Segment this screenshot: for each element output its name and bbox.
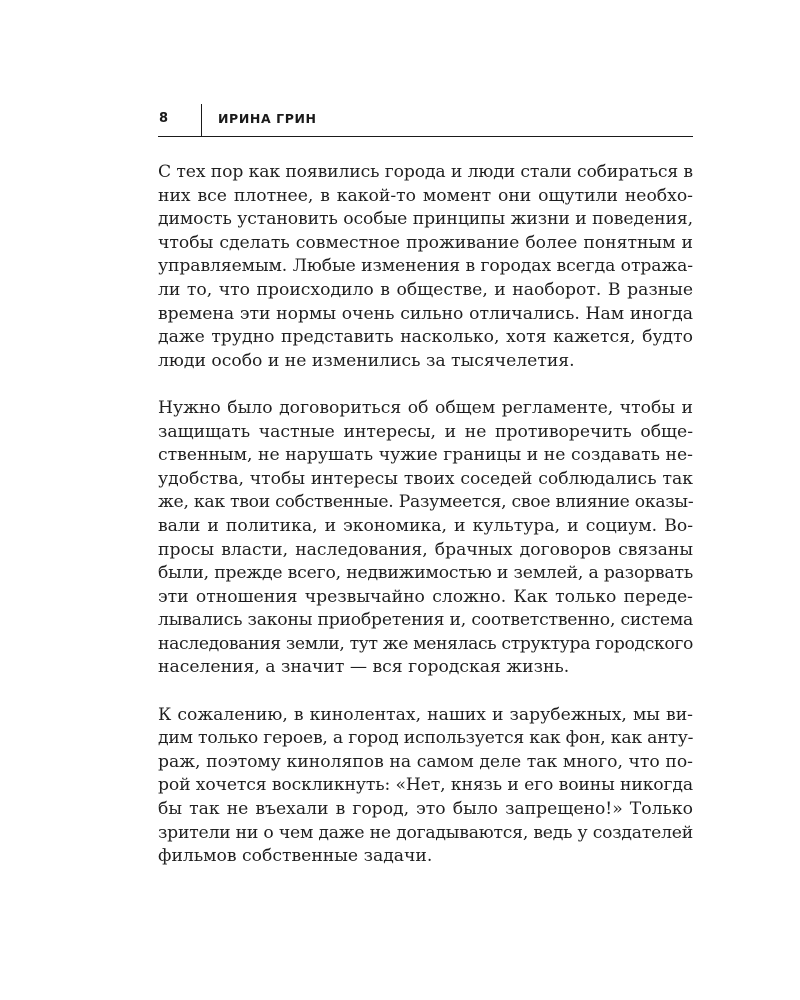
text-line: были, прежде всего, недвижимостью и землей, а разорвать	[158, 563, 693, 584]
body-text	[158, 161, 693, 892]
text-line: димость установить особые принципы жизни и поведения,	[158, 209, 693, 230]
text-line: рой хочется воскликнуть: «Нет, князь и его воины никогда	[158, 775, 693, 796]
text-line: дим только героев, а город используется как фон, как анту-	[158, 728, 694, 749]
text-line: удобства, чтобы интересы твоих соседей соблюдались так	[158, 468, 693, 489]
text-line: времена эти нормы очень сильно отличались. Нам иногда	[158, 303, 693, 324]
text-line: бы так не въехали в город, это было запрещено!» Только	[158, 799, 693, 820]
header-divider	[201, 104, 202, 136]
text-line: эти отношения чрезвычайно сложно. Как только переде-	[158, 586, 693, 607]
text-line: же, как твои собственные. Разумеется, свое влияние оказы-	[158, 492, 694, 513]
text-line: чтобы сделать совместное проживание более понятным и	[158, 232, 693, 253]
text-line: управляемым. Любые изменения в городах всегда отража-	[158, 256, 693, 277]
text-line: раж, поэтому киноляпов на самом деле так много, что по-	[158, 751, 693, 772]
text-line: них все плотнее, в какой-то момент они ощутили необхо-	[158, 185, 693, 206]
paragraph-2	[158, 397, 693, 680]
text-line: наследования земли, тут же менялась структура городского	[158, 633, 693, 654]
text-line: зрители ни о чем даже не догадываются, ведь у создателей	[158, 822, 693, 843]
text-line: защищать частные интересы, и не противоречить обще-	[158, 421, 693, 442]
text-line: люди особо и не изменились за тысячелетия.	[158, 350, 575, 371]
text-line: населения, а значит — вся городская жизнь.	[158, 657, 570, 678]
author-name: ИРИНА ГРИН	[218, 111, 317, 126]
text-line: просы власти, наследования, брачных договоров связаны	[158, 539, 693, 560]
running-header	[158, 104, 693, 137]
text-line: даже трудно представить насколько, хотя кажется, будто	[158, 327, 693, 348]
text-line: К сожалению, в кинолентах, наших и зарубежных, мы ви-	[158, 704, 693, 725]
text-line: лывались законы приобретения и, соответственно, система	[158, 610, 694, 631]
text-line: Нужно было договориться об общем регламенте, чтобы и	[158, 397, 693, 418]
text-line: ственным, не нарушать чужие границы и не создавать не-	[158, 445, 693, 466]
text-line: С тех пор как появились города и люди стали собираться в	[158, 162, 693, 182]
paragraph-3	[158, 704, 693, 869]
text-line: фильмов собственные задачи.	[158, 846, 433, 867]
page-number: 8	[159, 111, 169, 126]
text-line: вали и политика, и экономика, и культура, и социум. Во-	[158, 515, 693, 536]
text-line: ли то, что происходило в обществе, и наоборот. В разные	[158, 279, 693, 300]
paragraph-1	[158, 161, 693, 373]
